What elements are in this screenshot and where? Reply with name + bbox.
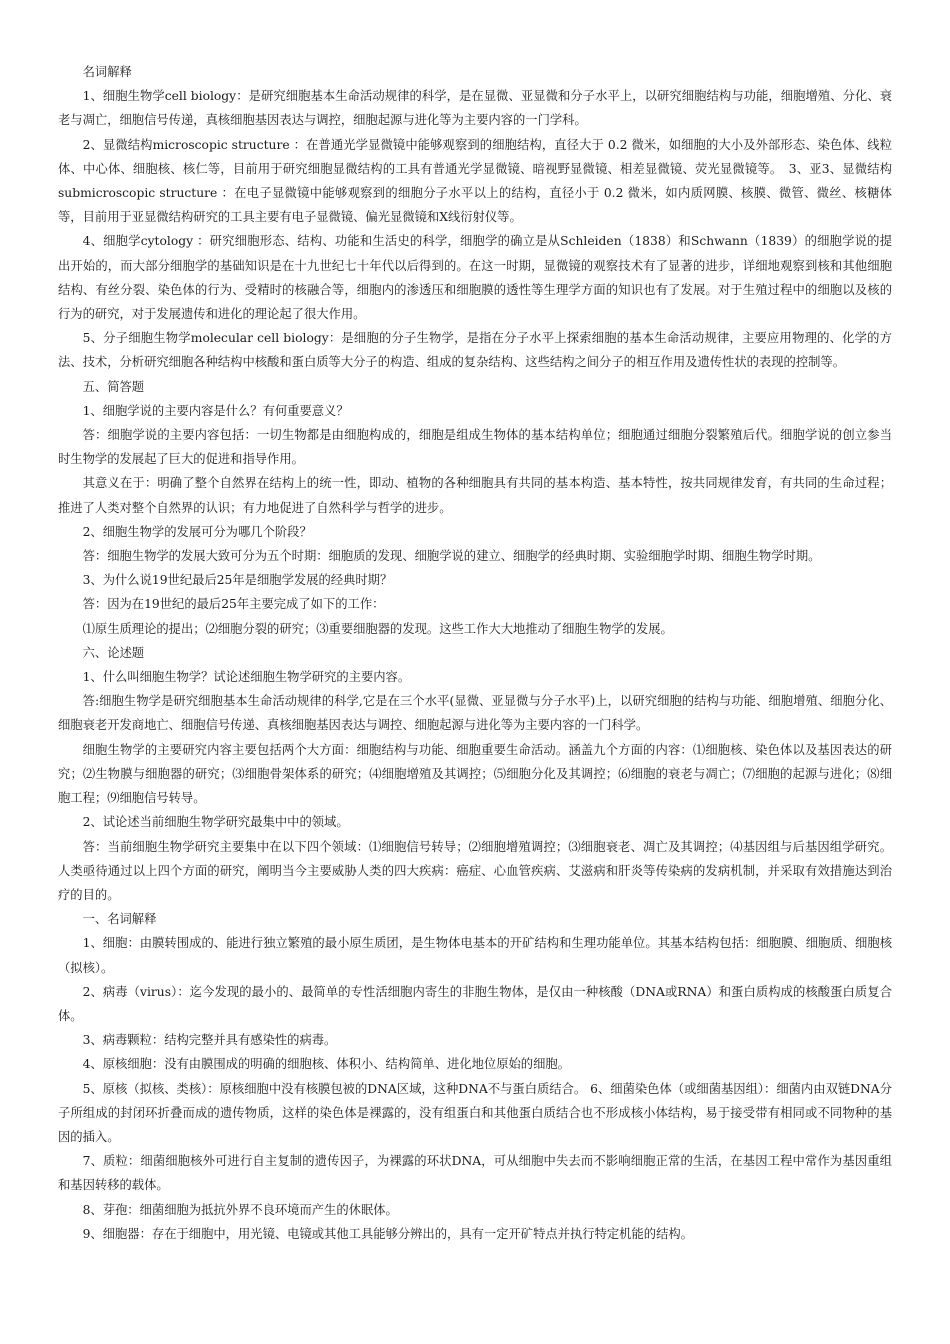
heading-essay: 六、论述题 [82,645,145,660]
paragraph: 5、原核（拟核、类核）：原核细胞中没有核膜包被的DNA区域，这种DNA不与蛋白质结合。 6、细菌染色体（或细菌基因组）：细菌内由双链DNA分子所组成的封闭环折叠而成的遗传物质，这样的染色体是裸露的，没有组蛋白和其他蛋白质结合也不形成核小体结构，易于接受带有相同或不同物种的基因的插入。 [58,1081,892,1144]
answer: 细胞生物学的主要研究内容主要包括两个大方面：细胞结构与功能、细胞重要生命活动。涵盖九个方面的内容：⑴细胞核、染色体以及基因表达的研究；⑵生物膜与细胞器的研究；⑶细胞骨架体系的研究；⑷细胞增殖及其调控；⑸细胞分化及其调控；⑹细胞的衰老与凋亡；⑺细胞的起源与进化；⑻细胞工程；⑼细胞信号转导。 [58,742,892,806]
heading-glossary: 名词解释 [82,65,132,79]
question: 2、细胞生物学的发展可分为哪几个阶段？ [82,524,312,539]
answer: 其意义在于：明确了整个自然界在结构上的统一性，即动、植物的各种细胞具有共同的基本构造、基本特性，按共同规律发育，有共同的生命过程；推进了人类对整个自然界的认识；有力地促进了自然科学与哲学的进步。 [58,476,892,515]
paragraph: 3、病毒颗粒：结构完整并具有感染性的病毒。 [82,1033,337,1048]
document-body [58,60,892,1246]
answer: 答：当前细胞生物学研究主要集中在以下四个领域：⑴细胞信号转导；⑵细胞增殖调控；⑶细胞衰老、凋亡及其调控；⑷基因组与后基因组学研究。人类亟待通过以上四个方面的研究，阐明当今主要威胁人类的四大疾病：癌症、心血管疾病、艾滋病和肝炎等传染病的发病机制，并采取有效措施达到治疗的目的。 [58,839,892,902]
answer: 答：细胞学说的主要内容包括：一切生物都是由细胞构成的，细胞是组成生物体的基本结构单位；细胞通过细胞分裂繁殖后代。细胞学说的创立参当时生物学的发展起了巨大的促进和指导作用。 [58,428,892,467]
paragraph: 4、原核细胞：没有由膜围成的明确的细胞核、体积小、结构简单、进化地位原始的细胞。 [82,1057,570,1072]
answer: ⑴原生质理论的提出；⑵细胞分裂的研究；⑶重要细胞器的发现。这些工作大大地推动了细胞生物学的发展。 [82,621,673,636]
paragraph: 2、显微结构microscopic structure ：在普通光学显微镜中能够观察到的细胞结构，直径大于 0.2 微米，如细胞的大小及外部形态、染色体、线粒体、中心体、细胞核、核仁等，目前用于研究细胞显微结构的工具有普通光学显微镜、暗视野显微镜、相差显微镜、荧光显微镜等。 3、亚3、显微结构submicroscopic structure ：在电子显微镜中能够观察到的细胞分子水平以上的结构，直径小于 0.2 微米，如内质网膜、核膜、微管、微丝、核糖体等，目前用于亚显微结构研究的工具主要有电子显微镜、偏光显微镜和X线衍射仪等。 [58,137,892,225]
paragraph: 9、细胞器：存在于细胞中，用光镜、电镜或其他工具能够分辨出的，具有一定开矿特点并执行特定机能的结构。 [82,1226,693,1241]
heading-glossary-2: 一、名词解释 [82,912,157,927]
paragraph: 1、细胞：由膜转围成的、能进行独立繁殖的最小原生质团，是生物体电基本的开矿结构和生理功能单位。其基本结构包括：细胞膜、细胞质、细胞核（拟核）。 [58,936,892,975]
question: 2、试论述当前细胞生物学研究最集中中的领域。 [82,815,349,830]
answer: 答：因为在19世纪的最后25年主要完成了如下的工作： [82,597,385,612]
question: 1、细胞学说的主要内容是什么？有何重要意义？ [82,403,349,418]
paragraph: 2、病毒（virus）：迄今发现的最小的、最简单的专性活细胞内寄生的非胞生物体，是仅由一种核酸（DNA或RNA）和蛋白质构成的核酸蛋白质复合体。 [58,984,892,1023]
answer: 答：细胞生物学的发展大致可分为五个时期：细胞质的发现、细胞学说的建立、细胞学的经典时期、实验细胞学时期、细胞生物学时期。 [82,549,821,564]
heading-short-answer: 五、简答题 [82,379,145,394]
paragraph: 1、细胞生物学cell biology：是研究细胞基本生命活动规律的科学，是在显微、亚显微和分子水平上，以研究细胞结构与功能，细胞增殖、分化、衰老与凋亡，细胞信号传递，真核细胞基因表达与调控，细胞起源与进化等为主要内容的一门学科。 [58,89,892,128]
paragraph: 4、细胞学cytology ：研究细胞形态、结构、功能和生活史的科学，细胞学的确立是从Schleiden（1838）和Schwann（1839）的细胞学说的提出开始的，而大部分细胞学的基础知识是在十九世纪七十年代以后得到的。在这一时期，显微镜的观察技术有了显著的进步，详细地观察到核和其他细胞结构、有丝分裂、染色体的行为、受精时的核融合等，细胞内的渗透压和细胞膜的透性等生理学方面的知识也有了发展。对于生殖过程中的细胞以及核的行为的研究，对于发展遗传和进化的理论起了很大作用。 [58,234,892,322]
question: 1、什么叫细胞生物学？试论述细胞生物学研究的主要内容。 [82,670,411,685]
paragraph: 8、芽孢：细菌细胞为抵抗外界不良环境而产生的休眠体。 [82,1202,398,1217]
answer: 答:细胞生物学是研究细胞基本生命活动规律的科学,它是在三个水平(显微、亚显微与分子水平)上，以研究细胞的结构与功能、细胞增殖、细胞分化、细胞衰老开发商地亡、细胞信号传递、真核细胞基因表达与调控、细胞起源与进化等为主要内容的一门科学。 [58,694,892,733]
paragraph: 7、质粒：细菌细胞核外可进行自主复制的遗传因子，为裸露的环状DNA，可从细胞中失去而不影响细胞正常的生活，在基因工程中常作为基因重组和基因转移的载体。 [58,1154,892,1193]
paragraph: 5、分子细胞生物学molecular cell biology：是细胞的分子生物学，是指在分子水平上探索细胞的基本生命活动规律，主要应用物理的、化学的方法、技术，分析研究细胞各种结构中核酸和蛋白质等大分子的构造、组成的复杂结构、这些结构之间分子的相互作用及遗传性状的表现的控制等。 [58,331,892,370]
question: 3、为什么说19世纪最后25年是细胞学发展的经典时期？ [82,573,393,588]
